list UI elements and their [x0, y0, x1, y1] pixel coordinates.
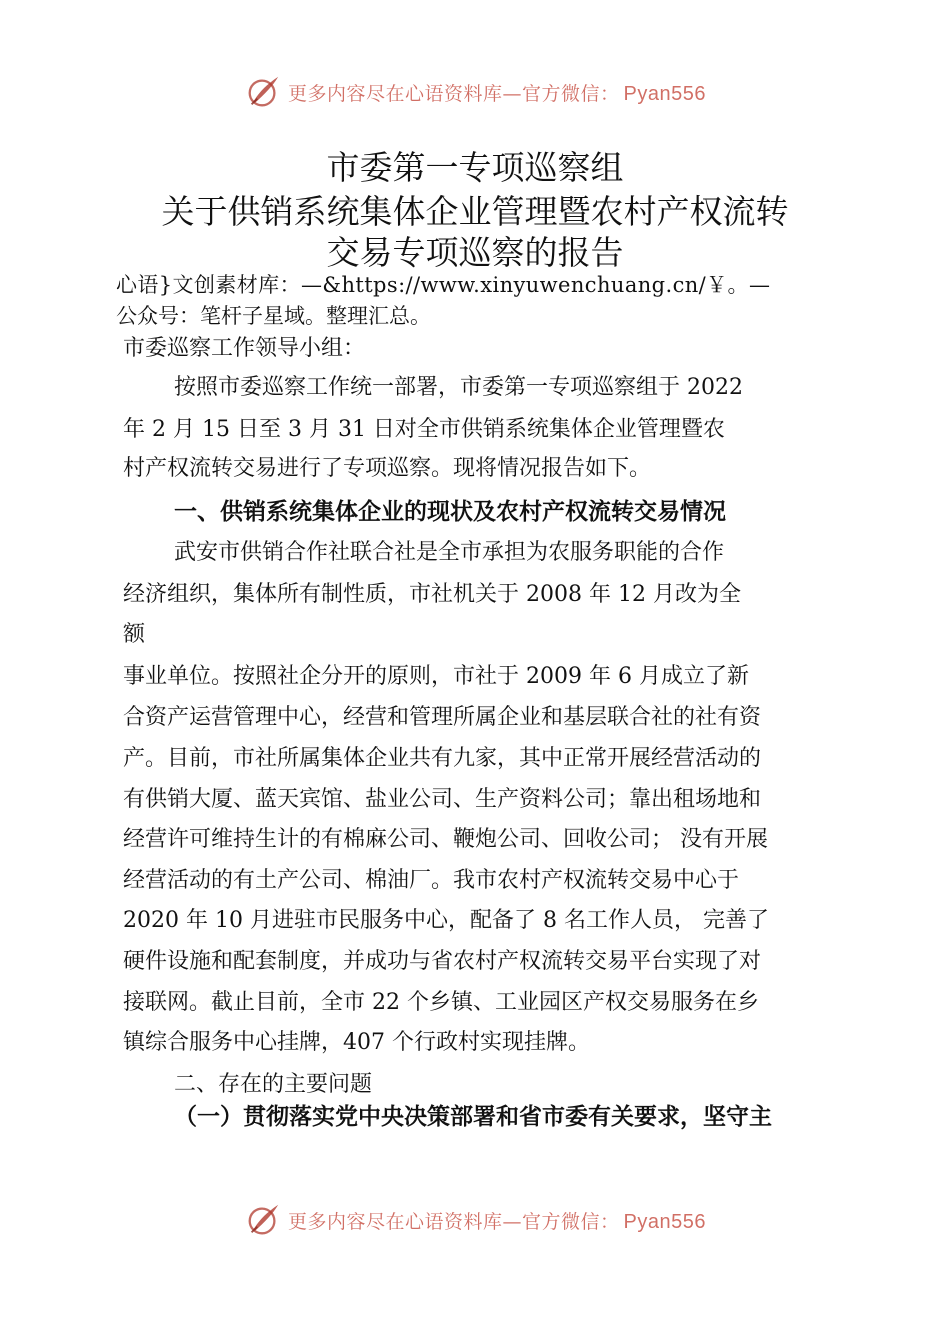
section-1-line-12: 接联网。截止目前，全市 22 个乡镇、工业园区产权交易服务在乡 — [123, 990, 759, 1015]
section-1-line-13: 镇综合服务中心挂牌，407 个行政村实现挂牌。 — [123, 1030, 590, 1055]
banner-wechat-id: Pyan556 — [623, 82, 706, 105]
source-note-line-1: 心语}文创素材库：—&https://www.xinyuwenchuang.cn/￥。— — [116, 273, 771, 297]
banner-wechat-id: Pyan556 — [623, 1210, 706, 1233]
footer-banner — [0, 1198, 950, 1242]
quill-logo-icon — [244, 73, 282, 111]
banner-text: 更多内容尽在心语资料库—官方微信： Pyan556 — [288, 82, 706, 105]
section-1-line-1: 武安市供销合作社联合社是全市承担为农服务职能的合作 — [174, 540, 725, 565]
section-2-heading: 二、存在的主要问题 — [174, 1072, 373, 1097]
intro-line-1: 按照市委巡察工作统一部署，市委第一专项巡察组于 2022 — [174, 375, 743, 400]
salutation: 市委巡察工作领导小组： — [123, 336, 366, 361]
intro-line-3: 村产权流转交易进行了专项巡察。现将情况报告如下。 — [123, 456, 652, 481]
section-1-line-3: 额 — [123, 622, 146, 647]
section-1-line-5: 合资产运营管理中心，经营和管理所属企业和基层联合社的社有资 — [123, 705, 762, 730]
header-banner — [0, 70, 950, 114]
intro-line-2: 年 2 月 15 日至 3 月 31 日对全市供销系统集体企业管理暨农 — [123, 417, 725, 442]
document-title-line-1: 市委第一专项巡察组 — [326, 148, 624, 187]
section-1-heading: 一、供销系统集体企业的现状及农村产权流转交易情况 — [174, 499, 726, 525]
document-title-line-2: 关于供销系统集体企业管理暨农村产权流转 — [161, 192, 789, 231]
section-1-line-9: 经营活动的有土产公司、棉油厂。我市农村产权流转交易中心于 — [123, 868, 740, 893]
quill-logo-icon — [244, 1201, 282, 1239]
source-note-line-2: 公众号：笔杆子星域。整理汇总。 — [116, 304, 431, 328]
section-2-subheading: （一）贯彻落实党中央决策部署和省市委有关要求，坚守主 — [174, 1104, 772, 1130]
section-1-line-10: 2020 年 10 月进驻市民服务中心，配备了 8 名工作人员， 完善了 — [123, 908, 769, 933]
banner-text: 更多内容尽在心语资料库—官方微信： Pyan556 — [288, 1210, 706, 1233]
section-1-line-7: 有供销大厦、蓝天宾馆、盐业公司、生产资料公司；靠出租场地和 — [123, 787, 762, 812]
section-1-line-4: 事业单位。按照社企分开的原则，市社于 2009 年 6 月成立了新 — [123, 664, 749, 689]
section-1-line-11: 硬件设施和配套制度，并成功与省农村产权流转交易平台实现了对 — [123, 949, 762, 974]
section-1-line-6: 产。目前，市社所属集体企业共有九家，其中正常开展经营活动的 — [123, 746, 762, 771]
section-1-line-8: 经营许可维持生计的有棉麻公司、鞭炮公司、回收公司； 没有开展 — [123, 827, 768, 852]
section-1-line-2: 经济组织，集体所有制性质，市社机关于 2008 年 12 月改为全 — [123, 582, 741, 607]
document-title-line-3: 交易专项巡察的报告 — [326, 233, 624, 272]
